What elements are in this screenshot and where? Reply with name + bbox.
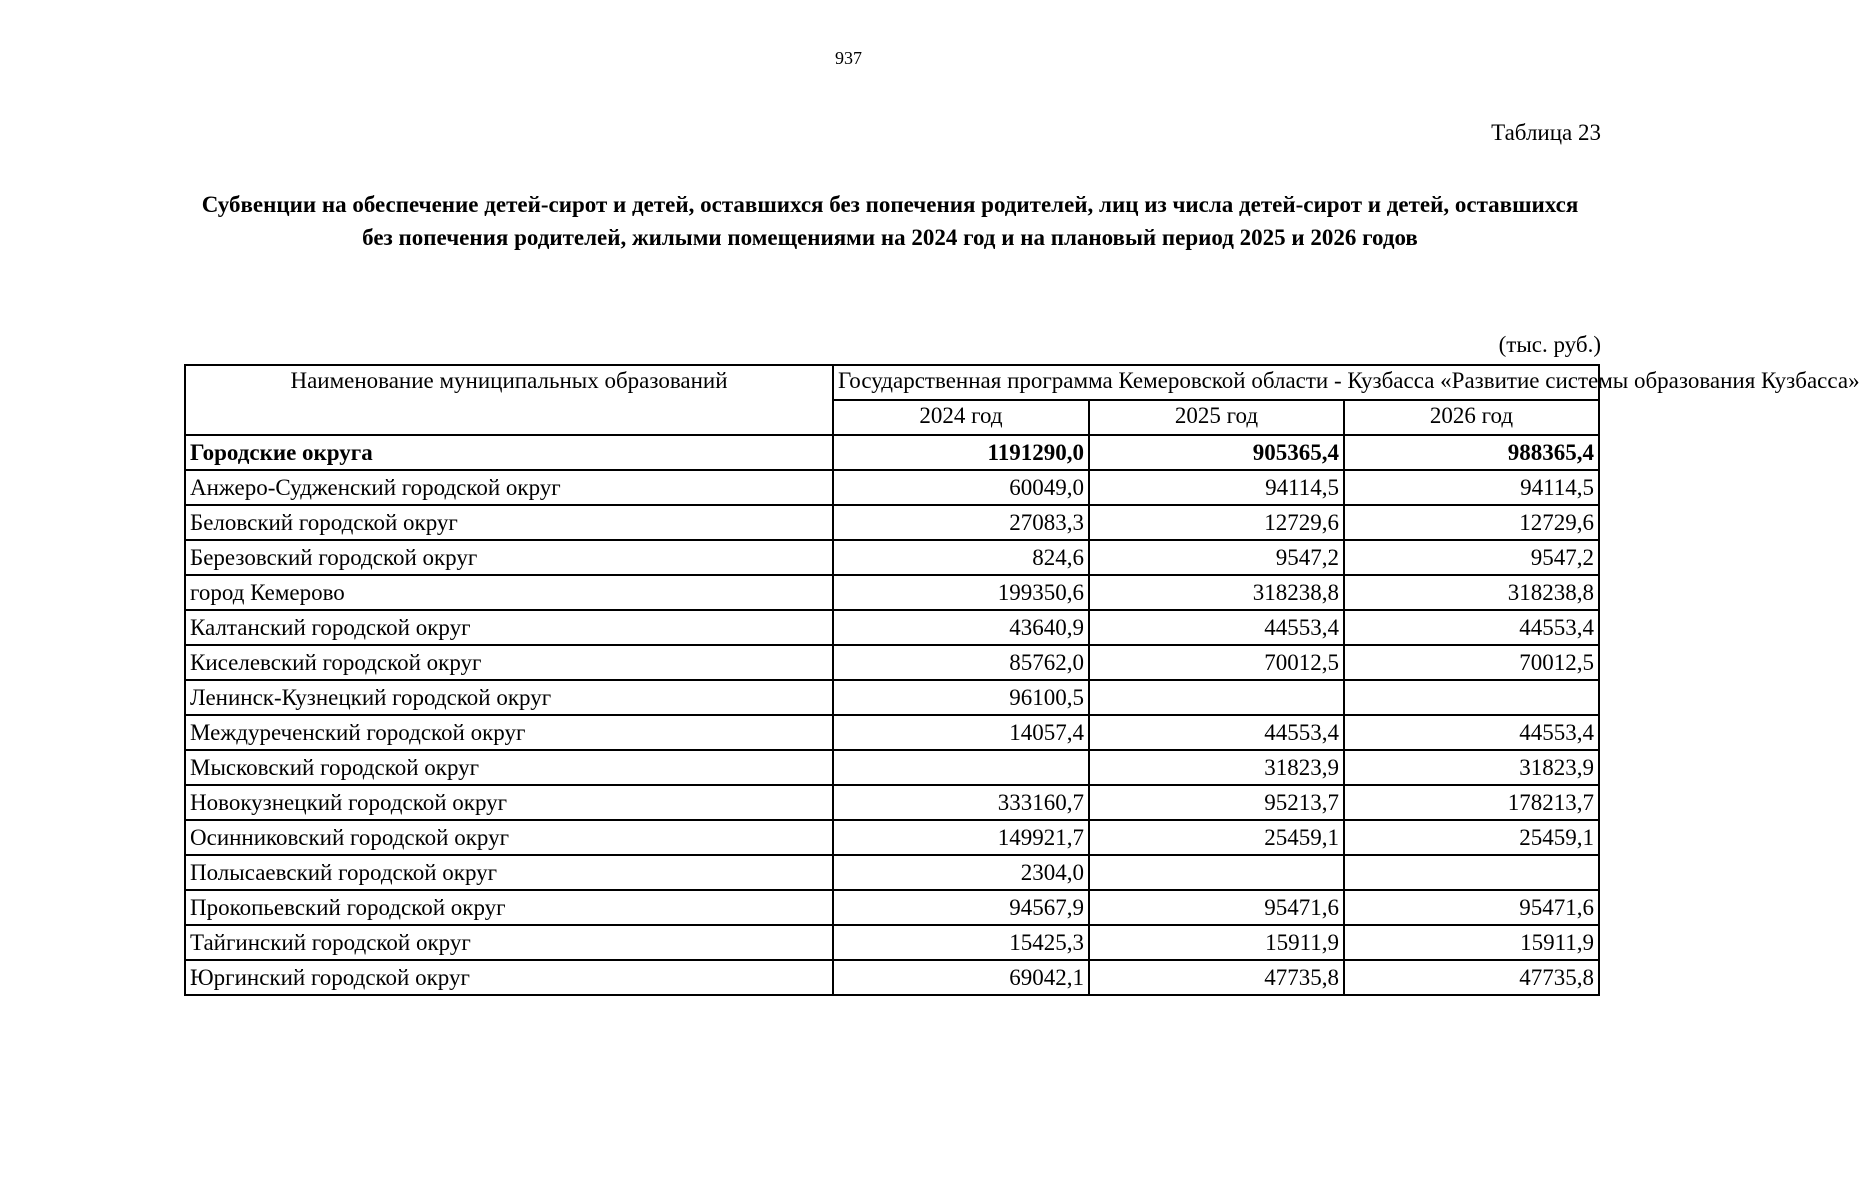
header-row-main — [185, 365, 1599, 400]
table-row — [185, 470, 1599, 505]
municipality-name: Междуреченский городской округ — [185, 715, 833, 750]
value-2025: 15911,9 — [1089, 925, 1344, 960]
table-row — [185, 540, 1599, 575]
value-2024: 43640,9 — [833, 610, 1089, 645]
total-name: Городские округа — [185, 435, 833, 470]
value-2025: 47735,8 — [1089, 960, 1344, 995]
table-row — [185, 925, 1599, 960]
value-2026: 318238,8 — [1344, 575, 1599, 610]
table-row — [185, 820, 1599, 855]
municipality-name: Юргинский городской округ — [185, 960, 833, 995]
value-2024 — [833, 750, 1089, 785]
municipality-name: Новокузнецкий городской округ — [185, 785, 833, 820]
value-2025: 94114,5 — [1089, 470, 1344, 505]
municipality-name: город Кемерово — [185, 575, 833, 610]
value-2025: 44553,4 — [1089, 715, 1344, 750]
value-2024: 15425,3 — [833, 925, 1089, 960]
total-row — [185, 435, 1599, 470]
value-2026: 15911,9 — [1344, 925, 1599, 960]
municipality-name: Тайгинский городской округ — [185, 925, 833, 960]
value-2025: 31823,9 — [1089, 750, 1344, 785]
value-2024: 824,6 — [833, 540, 1089, 575]
value-2026: 178213,7 — [1344, 785, 1599, 820]
total-2026: 988365,4 — [1344, 435, 1599, 470]
table-row — [185, 785, 1599, 820]
value-2025 — [1089, 855, 1344, 890]
value-2024: 69042,1 — [833, 960, 1089, 995]
table-row — [185, 680, 1599, 715]
subsidies-table — [184, 364, 1860, 996]
value-2025: 12729,6 — [1089, 505, 1344, 540]
table-row — [185, 890, 1599, 925]
total-2025: 905365,4 — [1089, 435, 1344, 470]
municipality-name: Калтанский городской округ — [185, 610, 833, 645]
page-number: 937 — [835, 48, 862, 68]
municipality-name: Киселевский городской округ — [185, 645, 833, 680]
table-row — [185, 645, 1599, 680]
value-2024: 2304,0 — [833, 855, 1089, 890]
total-2024: 1191290,0 — [833, 435, 1089, 470]
value-2024: 85762,0 — [833, 645, 1089, 680]
value-2026 — [1344, 855, 1599, 890]
value-2026: 44553,4 — [1344, 715, 1599, 750]
municipality-name: Анжеро-Судженский городской округ — [185, 470, 833, 505]
value-2026: 94114,5 — [1344, 470, 1599, 505]
municipality-name: Прокопьевский городской округ — [185, 890, 833, 925]
value-2025: 9547,2 — [1089, 540, 1344, 575]
year-2025-header: 2025 год — [1089, 400, 1344, 435]
value-2026: 12729,6 — [1344, 505, 1599, 540]
value-2024: 96100,5 — [833, 680, 1089, 715]
year-2024-header: 2024 год — [833, 400, 1089, 435]
value-2024: 14057,4 — [833, 715, 1089, 750]
value-2025: 95471,6 — [1089, 890, 1344, 925]
program-column-header: Государственная программа Кемеровской области - Кузбасса «Развитие системы образования Кузбасса» — [833, 365, 1599, 400]
table-row — [185, 855, 1599, 890]
value-2026: 95471,6 — [1344, 890, 1599, 925]
municipality-column-header: Наименование муниципальных образований — [185, 365, 833, 435]
value-2026: 44553,4 — [1344, 610, 1599, 645]
value-2024: 60049,0 — [833, 470, 1089, 505]
municipality-name: Полысаевский городской округ — [185, 855, 833, 890]
municipality-name: Беловский городской округ — [185, 505, 833, 540]
value-2026 — [1344, 680, 1599, 715]
value-2026: 31823,9 — [1344, 750, 1599, 785]
value-2024: 333160,7 — [833, 785, 1089, 820]
value-2024: 199350,6 — [833, 575, 1089, 610]
units-label: (тыс. руб.) — [1498, 332, 1601, 357]
value-2024: 27083,3 — [833, 505, 1089, 540]
table-row — [185, 715, 1599, 750]
value-2025: 70012,5 — [1089, 645, 1344, 680]
value-2026: 9547,2 — [1344, 540, 1599, 575]
year-2026-header: 2026 год — [1344, 400, 1599, 435]
municipality-name: Ленинск-Кузнецкий городской округ — [185, 680, 833, 715]
table-row — [185, 505, 1599, 540]
value-2024: 94567,9 — [833, 890, 1089, 925]
table-label: Таблица 23 — [1491, 120, 1601, 145]
table-row — [185, 750, 1599, 785]
value-2025: 25459,1 — [1089, 820, 1344, 855]
value-2026: 70012,5 — [1344, 645, 1599, 680]
municipality-name: Мысковский городской округ — [185, 750, 833, 785]
value-2025 — [1089, 680, 1344, 715]
value-2025: 95213,7 — [1089, 785, 1344, 820]
value-2026: 25459,1 — [1344, 820, 1599, 855]
value-2025: 44553,4 — [1089, 610, 1344, 645]
value-2025: 318238,8 — [1089, 575, 1344, 610]
municipality-name: Березовский городской округ — [185, 540, 833, 575]
document-title: Субвенции на обеспечение детей-сирот и детей, оставшихся без попечения родителей, лиц из числа детей-сирот и детей, оставшихся без попечения родителей, жилыми помещениями на 2024 год и на плановый период 2025 и 2026 годов — [201, 192, 1579, 250]
table-row — [185, 960, 1599, 995]
value-2026: 47735,8 — [1344, 960, 1599, 995]
municipality-name: Осинниковский городской округ — [185, 820, 833, 855]
value-2024: 149921,7 — [833, 820, 1089, 855]
table-row — [185, 610, 1599, 645]
table-row — [185, 575, 1599, 610]
